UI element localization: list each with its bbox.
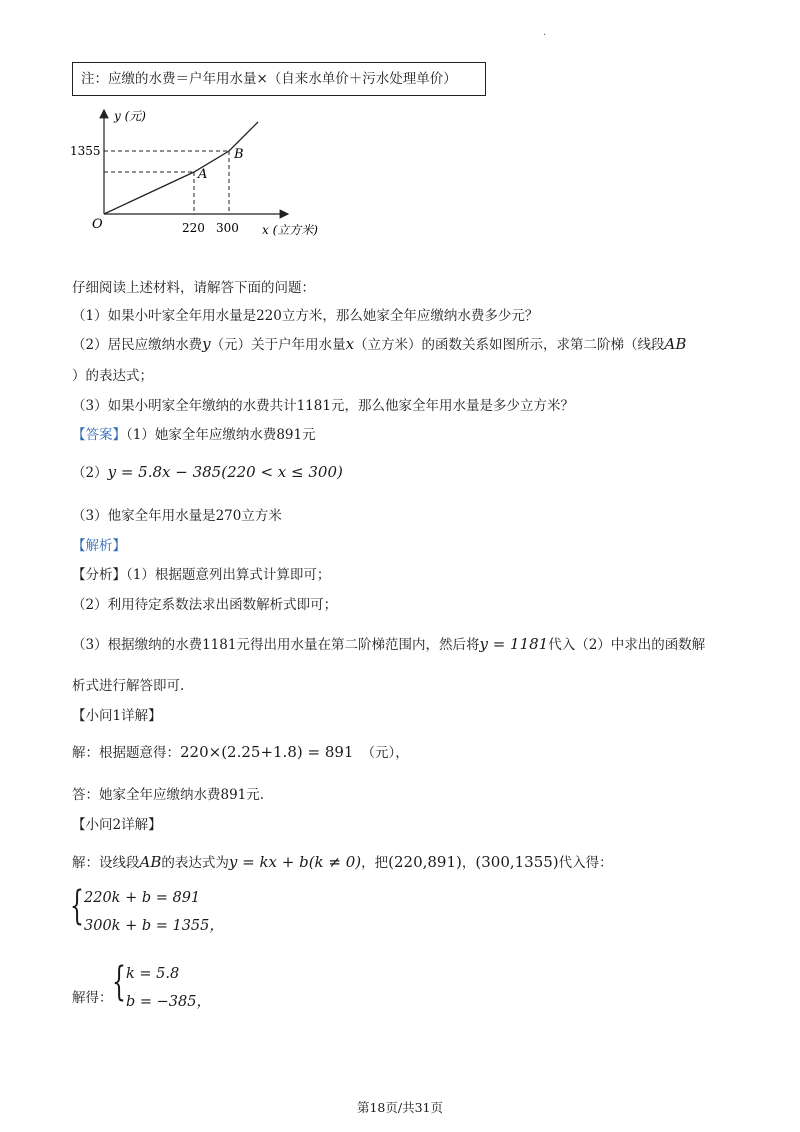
sub2-title: 【小问2详解】 (72, 817, 162, 833)
x-tick-300: 300 (216, 221, 239, 235)
header-mark: · (543, 30, 547, 41)
q2-y: y (202, 335, 211, 353)
sub1-expr: 220×(2.25+1.8) = 891 (180, 743, 354, 761)
sub1-unit: （元）， (361, 745, 409, 761)
page-footer: 第18页/共31页 (356, 1100, 444, 1115)
sub2-part4: 代入得： (558, 855, 613, 871)
q2-x: x (345, 335, 355, 353)
system-2-eq-2: b = −385， (126, 994, 211, 1010)
function-line (104, 122, 258, 214)
sub2-part2: 的表达式为 (161, 855, 229, 871)
analysis-2: （2）利用待定系数法求出函数解析式即可； (72, 597, 338, 613)
answer-3: （3）他家全年用水量是270立方米 (72, 508, 282, 524)
x-axis-label: x (立方米) (262, 223, 318, 237)
question-2 (72, 334, 686, 355)
sub2-part3: ，把 (361, 855, 389, 871)
function-graph (70, 100, 360, 250)
sub1-solution (72, 742, 409, 763)
y-axis-label: y (元) (114, 109, 146, 123)
analysis-tag: 【解析】 (72, 538, 126, 554)
system-1-eq-2: 300k + b = 1355， (84, 918, 224, 934)
sub2-expr: y = kx + b(k ≠ 0) (228, 853, 362, 871)
sub2-part1: 解：设线段 (72, 855, 140, 871)
sub2-point-1: (220,891) (388, 853, 462, 871)
y-tick-label: 1355 (70, 144, 101, 158)
intro-text: 仔细阅读上述材料，请解答下面的问题： (72, 280, 315, 296)
q2-part3: （立方米）的函数关系如图所示，求第二阶梯（线段 (354, 337, 665, 353)
sub2-sep: ， (461, 855, 476, 871)
sub1-solve-label: 解：根据题意得： (72, 745, 180, 761)
sub1-title: 【小问1详解】 (72, 708, 162, 724)
answer-1: （1）她家全年应缴纳水费891元 (126, 427, 316, 443)
q2-part1: （2）居民应缴纳水费 (72, 337, 203, 353)
origin-label: O (92, 217, 103, 232)
analysis-1: 【分析】（1）根据题意列出算式计算即可； (72, 567, 331, 583)
answer-line-2 (72, 462, 343, 483)
point-a-label: A (198, 167, 208, 182)
question-1: （1）如果小叶家全年用水量是220立方米，那么她家全年应缴纳水费多少元？ (72, 308, 539, 324)
analysis-3 (72, 634, 705, 655)
system-2-eq-1: k = 5.8 (126, 966, 180, 982)
answer-line-1 (72, 425, 316, 445)
q2-ab: AB (664, 335, 687, 353)
q2-part2: （元）关于户年用水量 (210, 337, 346, 353)
answer-tag: 【答案】 (72, 427, 126, 443)
x-tick-220: 220 (182, 221, 205, 235)
sub2-ab: AB (139, 853, 162, 871)
system-1-eq-1: 220k + b = 891 (84, 890, 201, 906)
sub1-answer: 答：她家全年应缴纳水费891元. (72, 787, 265, 803)
analysis-3-part1: （3）根据缴纳的水费1181元得出用水量在第二阶梯范围内，然后将 (72, 637, 480, 653)
answer-2-label: （2） (72, 465, 108, 481)
solve-label: 解得： (72, 990, 113, 1006)
analysis-3-expr: y = 1181 (479, 635, 549, 653)
question-3: （3）如果小明家全年缴纳的水费共计1181元，那么他家全年用水量是多少立方米？ (72, 398, 574, 414)
sub2-setup (72, 852, 613, 873)
sub2-point-2: (300,1355) (475, 853, 559, 871)
note-box: 注：应缴的水费＝户年用水量×（自来水单价＋污水处理单价） (72, 62, 486, 96)
analysis-3-line2: 析式进行解答即可. (72, 678, 185, 694)
system-1-brace: { (70, 883, 84, 929)
system-2-brace: { (112, 959, 126, 1005)
question-2-line2: ）的表达式； (72, 368, 153, 384)
analysis-3-part2: 代入（2）中求出的函数解 (548, 637, 706, 653)
answer-2-expr: y = 5.8x − 385(220 < x ≤ 300) (107, 463, 343, 481)
point-b-label: B (234, 147, 244, 162)
